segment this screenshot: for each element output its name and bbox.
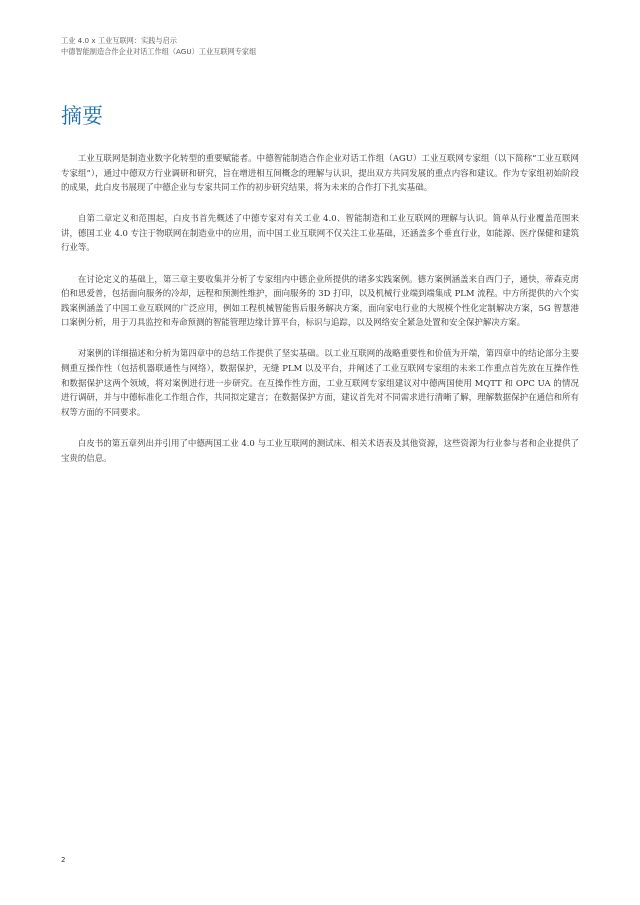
paragraph-chapter-4: 对案例的详细描述和分析为第四章中的总结工作提供了坚实基础。以工业互联网的战略重要性和价值为开端，第四章中的结论部分主要侧重互操作性（包括机器联通性与网络），数据保护，无缝 PLM 以及平台，并阐述了工业互联网专家组的未来工作重点首先放在互操作性和数据保护这两个领域，将对案例进行进一步研究。在互操作性方面，工业互联网专家组建议对中德两国使用 MQTT 和 OPC UA 的情况进行调研，并与中德标准化工作组合作，共同拟定建言；在数据保护方面，建议首先对不同需求进行清晰了解，理解数据保护在通信和所有权等方面的不同要求。 — [61, 348, 579, 417]
abstract-body — [61, 151, 579, 482]
paragraph-chapter-2: 自第二章定义和范围起，白皮书首先概述了中德专家对有关工业 4.0、智能制造和工业互联网的理解与认识。简单从行业覆盖范围来讲，德国工业 4.0 专注于物联网在制造业中的应用，而中国工业互联网不仅关注工业基础，还涵盖多个垂直行业，如能源、医疗保健和建筑行业等。 — [61, 213, 579, 253]
header-publisher: 中德智能制造合作企业对话工作组（AGU）工业互联网专家组 — [61, 47, 257, 56]
paragraph-chapter-5: 白皮书的第五章列出并引用了中德两国工业 4.0 与工业互联网的测试床、相关术语表及其他资源，这些资源为行业参与者和企业提供了宝贵的信息。 — [61, 437, 579, 463]
paragraph-chapter-3: 在讨论定义的基础上，第三章主要收集并分析了专家组内中德企业所提供的诸多实践案例。德方案例涵盖来自西门子，通快，蒂森克虏伯和思爱普，包括面向服务的冷却，远程和预测性维护，面向服务的 3D 打印，以及机械行业端到端集成 PLM 流程。中方所提供的六个实践案例涵盖了中国工业互联网的广泛应用，例如工程机械智能售后服务解决方案，面向家电行业的大规模个性化定制解决方案，5G 智慧港口案例分析，用于刀具监控和寿命预测的智能管理边缘计算平台，标识与追踪，以及网络安全紧急处置和安全保护解决方案。 — [61, 273, 579, 328]
paragraph-intro: 工业互联网是制造业数字化转型的重要赋能者。中德智能制造合作企业对话工作组（AGU）工业互联网专家组（以下简称“工业互联网专家组”），通过中德双方行业调研和研究，旨在增进相互间概念的理解与认识，提出双方共同发展的重点内容和建议。作为专家组初始阶段的成果，此白皮书展现了中德企业与专家共同工作的初步研究结果，将为未来的合作打下扎实基础。 — [61, 153, 579, 193]
header-series-title: 工业 4.0 x 工业互联网：实践与启示 — [61, 36, 177, 45]
page-title: 摘要 — [61, 104, 103, 128]
running-header — [61, 35, 256, 57]
page-number: 2 — [61, 856, 66, 864]
